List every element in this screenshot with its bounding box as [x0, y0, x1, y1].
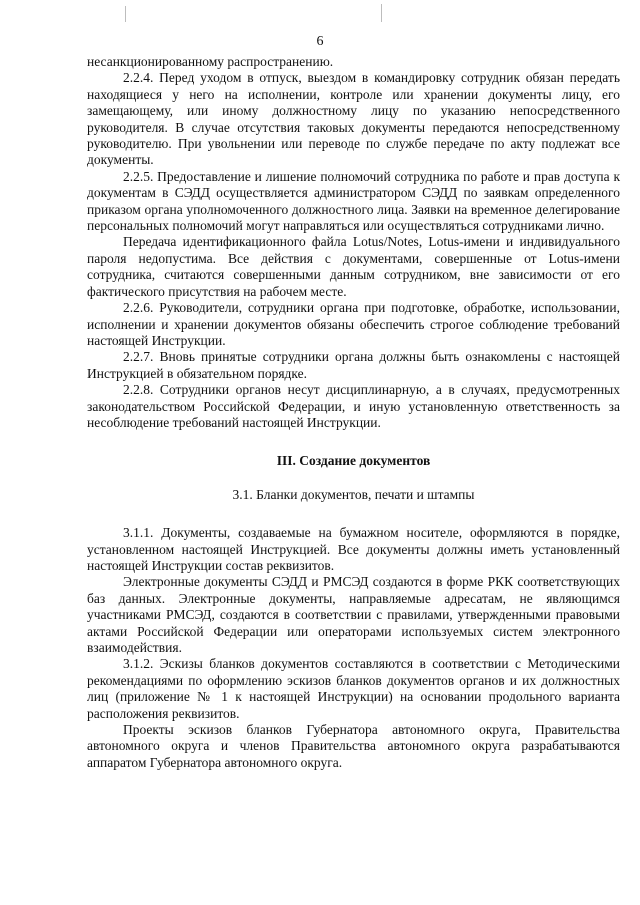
paragraph-3-1-2: 3.1.2. Эскизы бланков документов составляются в соответствии с Методическими рекомендациями по оформлению эскизов бланков документов органов и их должностных лиц (приложение № 1 к настоящей Инструкции) на основании продольного варианта расположения реквизитов. — [87, 656, 620, 721]
paragraph-3-1-1: 3.1.1. Документы, создаваемые на бумажном носителе, оформляются в порядке, установленном настоящей Инструкцией. Все документы должны иметь установленный настоящей Инструкции состав реквизитов. — [87, 525, 620, 573]
section-heading: III. Создание документов — [276, 453, 431, 469]
scan-mark-left — [125, 6, 126, 22]
paragraph-lotus-transfer: Передача идентификационного файла Lotus/Notes, Lotus-имени и индивидуального пароля недопустима. Все действия с документами, совершенные от Lotus-имени сотрудника, считаются совершенными данным сотрудником, вне зависимости от его фактического присутствия на рабочем месте. — [87, 234, 620, 299]
paragraph-electronic-docs: Электронные документы СЭДД и РМСЭД создаются в форме РКК соответствующих баз данных. Электронные документы, направляемые адресатам, не являющимся участниками РМСЭД, создаются в соответствии с правилами, утвержденными правовыми актами Российской Федерации или операторами используемых систем электронного взаимодействия. — [87, 574, 620, 655]
paragraph-2-2-7: 2.2.7. Вновь принятые сотрудники органа должны быть ознакомлены с настоящей Инструкцией в обязательном порядке. — [87, 349, 620, 381]
paragraph-2-2-5: 2.2.5. Предоставление и лишение полномочий сотрудника по работе и прав доступа к документам в СЭДД осуществляется администратором СЭДД по заявкам определенного приказом органа уполномоченного должностного лица. Заявки на временное делегирование персональных полномочий могут направляться или осуществляться сотрудниками лично. — [87, 168, 620, 234]
paragraph-continuation: несанкционированному распространению. — [87, 54, 334, 69]
subsection-heading: 3.1. Бланки документов, печати и штампы — [232, 486, 475, 502]
page-number: 6 — [316, 34, 324, 49]
scan-mark-right — [381, 4, 382, 22]
paragraph-2-2-4: 2.2.4. Перед уходом в отпуск, выездом в командировку сотрудник обязан передать находящиеся у него на исполнении, контроле или хранении документы лицу, его замещающему, или иному должностному лицу по указанию непосредственного руководителя. В случае отсутствия таковых документы передаются непосредственному руководителю. При увольнении или переводе по службе передаче по акту подлежат все документы. — [87, 70, 620, 168]
paragraph-2-2-6: 2.2.6. Руководители, сотрудники органа при подготовке, обработке, использовании, исполнении и хранении документов обязаны обеспечить строгое соблюдение требований настоящей Инструкции. — [87, 300, 620, 348]
paragraph-blank-projects: Проекты эскизов бланков Губернатора автономного округа, Правительства автономного округа и членов Правительства автономного округа разрабатываются аппаратом Губернатора автономного округа. — [87, 722, 620, 770]
paragraph-2-2-8: 2.2.8. Сотрудники органов несут дисциплинарную, а в случаях, предусмотренных законодательством Российской Федерации, и иную установленную ответственность за несоблюдение требований настоящей Инструкции. — [87, 382, 620, 430]
document-body — [87, 54, 620, 771]
